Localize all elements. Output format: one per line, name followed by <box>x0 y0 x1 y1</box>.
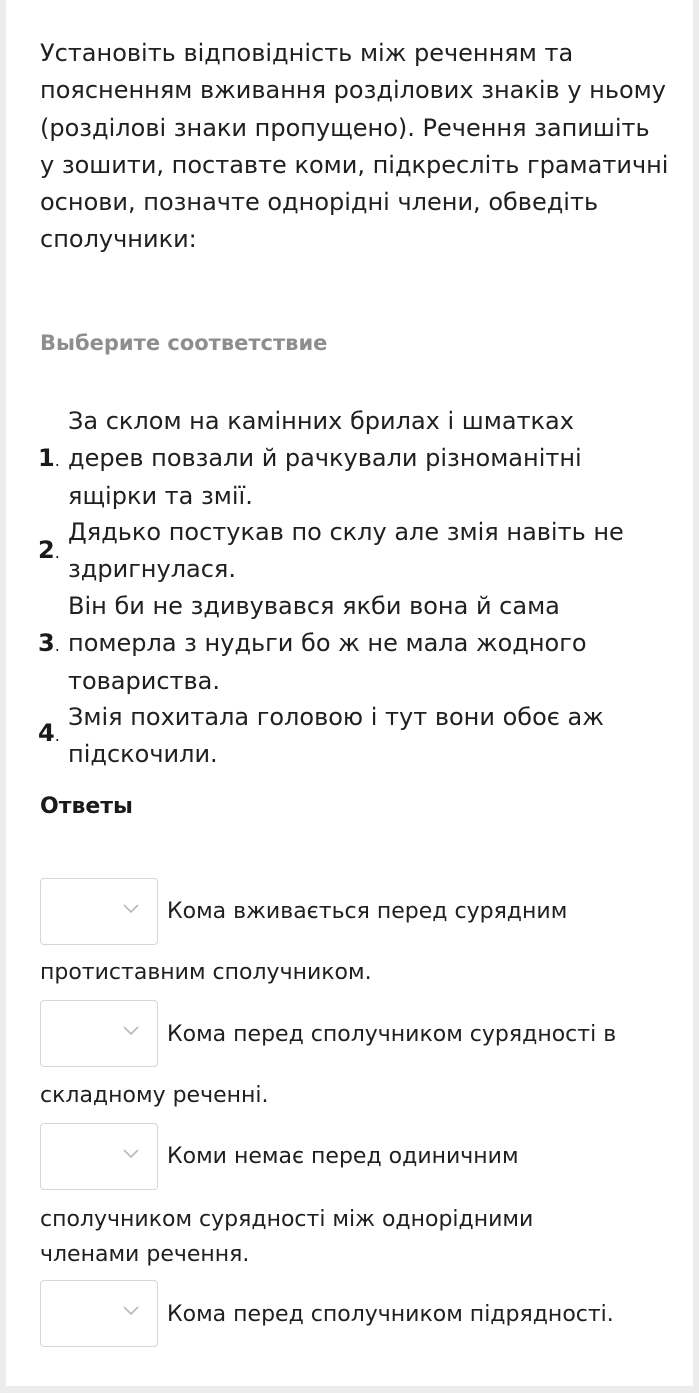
answer-select[interactable] <box>40 878 158 945</box>
item-number: 4. <box>38 719 60 747</box>
chevron-down-icon <box>123 1306 139 1316</box>
item-text: Дядько постукав по склу але змія навіть не здригнулася. <box>68 518 624 584</box>
answer-text-continued: складному реченні. <box>40 1083 269 1108</box>
answers-title: Ответы <box>40 794 133 819</box>
answer-select[interactable] <box>40 1123 158 1190</box>
chevron-down-icon <box>123 904 139 914</box>
item-number: 3. <box>38 629 60 657</box>
answer-text: Коми немає перед одиничним <box>167 1144 519 1169</box>
item-number: 1. <box>38 444 60 472</box>
answer-text: Кома вживається перед сурядним <box>167 899 568 924</box>
answer-text-continued: протиставним сполучником. <box>40 960 372 985</box>
chevron-down-icon <box>123 1149 139 1159</box>
answer-text-continued: сполучником сурядності між однорідними <box>40 1207 534 1232</box>
item-text: Він би не здивувався якби вона й сама померла з нудьги бо ж не мала жодного товариства. <box>68 592 587 695</box>
question-card <box>6 0 693 1386</box>
item-text: За склом на камінних брилах і шматках дерев повзали й рачкували різноманітні ящірки та змії. <box>68 407 582 510</box>
item-number: 2. <box>38 536 60 564</box>
answer-text-continued: членами речення. <box>40 1242 250 1267</box>
answer-select[interactable] <box>40 1000 158 1067</box>
answer-text: Кома перед сполучником підрядності. <box>167 1302 614 1327</box>
item-text: Змія похитала головою і тут вони обоє аж підскочили. <box>68 703 604 769</box>
chevron-down-icon <box>123 1026 139 1036</box>
answer-text: Кома перед сполучником сурядності в <box>167 1022 617 1047</box>
answer-select[interactable] <box>40 1280 158 1347</box>
question-text: Установіть відповідність між реченням та поясненням вживання розділових знаків у ньому (розділові знаки пропущено). Речення запишіть у зошити, поставте коми, підкресліть граматичні основи, позначте однорідні члени, обведіть сполучники: <box>40 39 669 254</box>
instruction-hint: Выберите соответствие <box>40 331 328 355</box>
